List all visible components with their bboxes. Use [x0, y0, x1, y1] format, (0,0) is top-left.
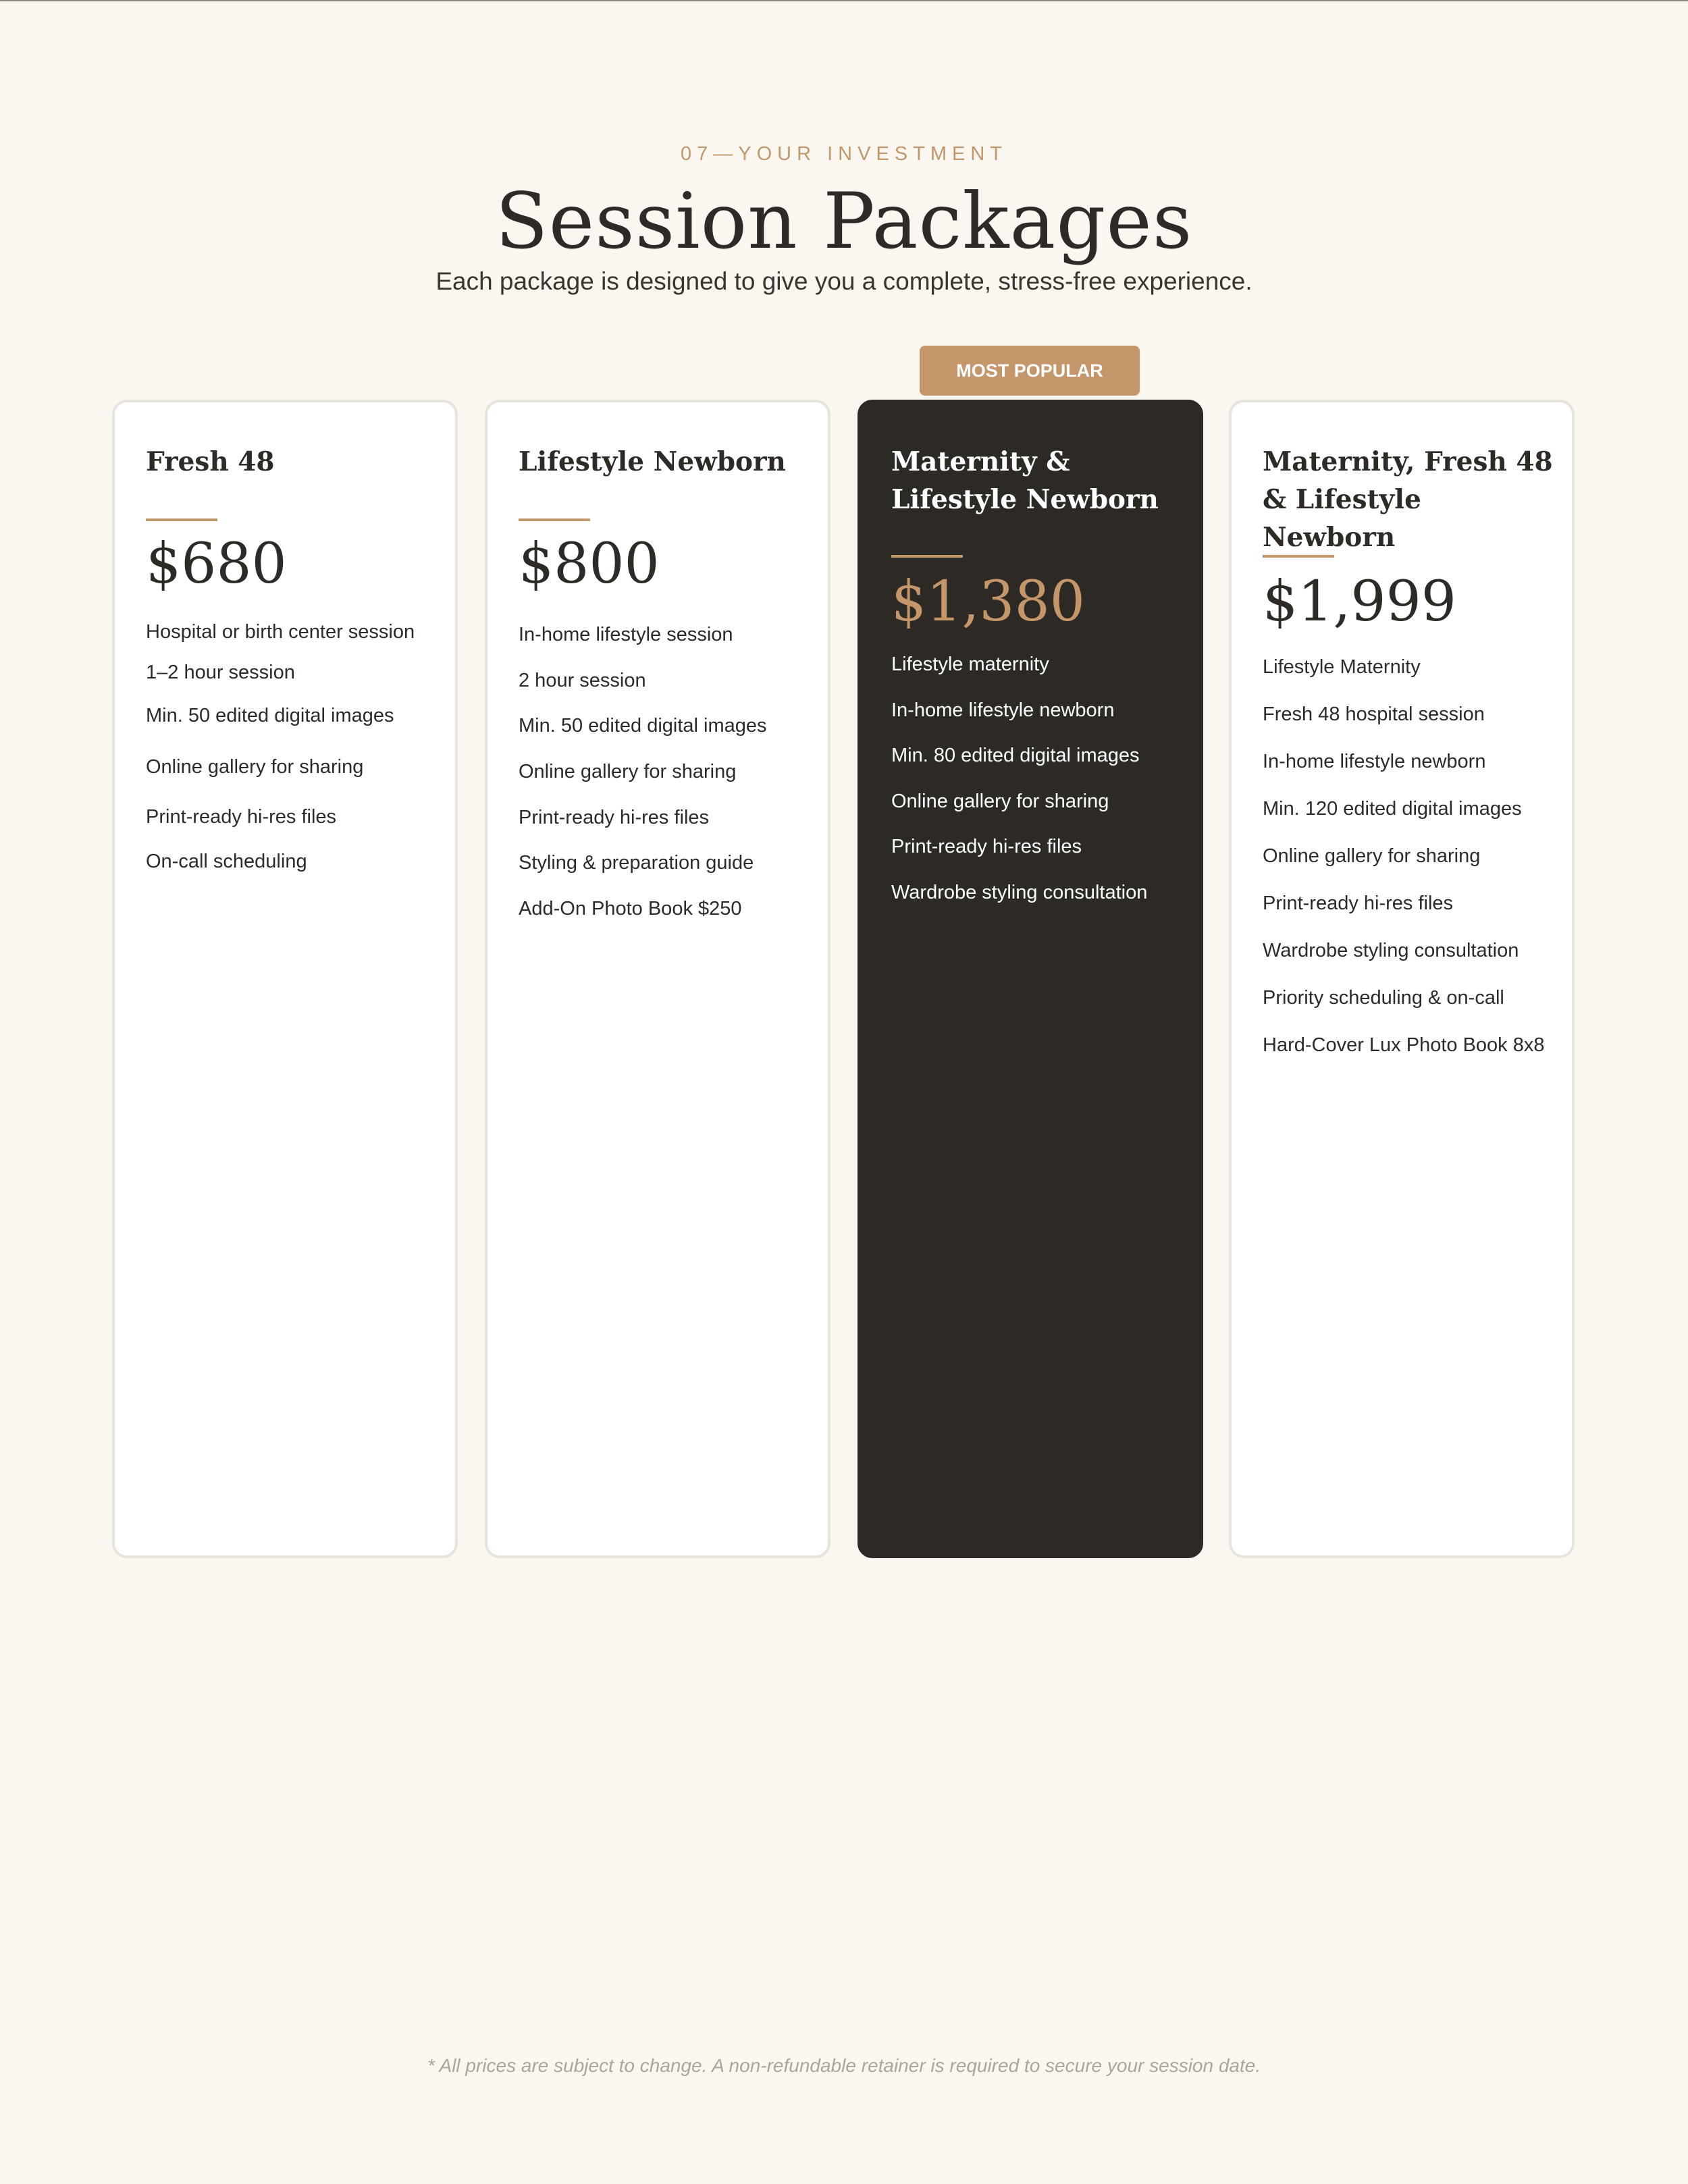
- package-price: $800: [519, 532, 660, 596]
- accent-divider: [1263, 555, 1334, 558]
- page-title: Session Packages: [495, 176, 1193, 266]
- feature-item: Online gallery for sharing: [1263, 845, 1481, 867]
- feature-item: Priority scheduling & on-call: [1263, 987, 1504, 1009]
- feature-item: Wardrobe styling consultation: [1263, 940, 1519, 961]
- page-subtitle: Each package is designed to give you a complete, stress-free experience.: [436, 267, 1252, 295]
- feature-item: Min. 50 edited digital images: [519, 715, 767, 737]
- feature-item: Styling & preparation guide: [519, 852, 754, 874]
- feature-item: Min. 50 edited digital images: [146, 705, 394, 726]
- package-name: Fresh 48: [146, 446, 275, 477]
- feature-item: In-home lifestyle session: [519, 624, 733, 645]
- feature-item: In-home lifestyle newborn: [1263, 751, 1486, 772]
- feature-item: Lifestyle Maternity: [1263, 656, 1421, 678]
- package-card-lifestyle-newborn[interactable]: [485, 400, 830, 1558]
- feature-item: Online gallery for sharing: [146, 756, 364, 778]
- accent-divider: [891, 555, 963, 558]
- feature-item: Hospital or birth center session: [146, 621, 415, 643]
- feature-item: Hard-Cover Lux Photo Book 8x8: [1263, 1034, 1545, 1056]
- top-rule: [0, 0, 1688, 1]
- feature-item: Online gallery for sharing: [891, 791, 1109, 812]
- pricing-footnote: * All prices are subject to change. A non-refundable retainer is required to secure your session date.: [427, 2055, 1261, 2076]
- feature-item: In-home lifestyle newborn: [891, 699, 1115, 721]
- feature-item: 1–2 hour session: [146, 662, 295, 683]
- feature-item: Print-ready hi-res files: [1263, 893, 1454, 914]
- most-popular-badge: MOST POPULAR: [920, 346, 1140, 396]
- package-price: $1,380: [891, 570, 1085, 634]
- package-card-maternity-lifestyle[interactable]: [858, 400, 1203, 1558]
- feature-item: Print-ready hi-res files: [519, 807, 710, 828]
- feature-item: Min. 120 edited digital images: [1263, 798, 1522, 820]
- package-price: $680: [146, 532, 287, 596]
- feature-item: Add-On Photo Book $250: [519, 898, 742, 920]
- accent-divider: [519, 518, 590, 521]
- package-card-fresh-48[interactable]: [112, 400, 458, 1558]
- section-eyebrow: 07—YOUR INVESTMENT: [681, 143, 1007, 165]
- feature-item: Print-ready hi-res files: [146, 806, 337, 828]
- feature-item: Fresh 48 hospital session: [1263, 703, 1485, 725]
- feature-item: Print-ready hi-res files: [891, 836, 1082, 857]
- package-card-maternity-fresh48-lifestyle[interactable]: [1229, 400, 1575, 1558]
- package-name: Maternity, Fresh 48 & Lifestyle Newborn: [1263, 446, 1553, 553]
- feature-item: Lifestyle maternity: [891, 654, 1049, 675]
- package-name: Lifestyle Newborn: [519, 446, 786, 477]
- package-name: Maternity & Lifestyle Newborn: [891, 446, 1159, 515]
- feature-item: 2 hour session: [519, 670, 646, 691]
- feature-item: On-call scheduling: [146, 851, 307, 872]
- feature-item: Online gallery for sharing: [519, 761, 737, 782]
- feature-item: Wardrobe styling consultation: [891, 882, 1148, 903]
- feature-item: Min. 80 edited digital images: [891, 745, 1140, 766]
- package-price: $1,999: [1263, 570, 1456, 634]
- accent-divider: [146, 518, 217, 521]
